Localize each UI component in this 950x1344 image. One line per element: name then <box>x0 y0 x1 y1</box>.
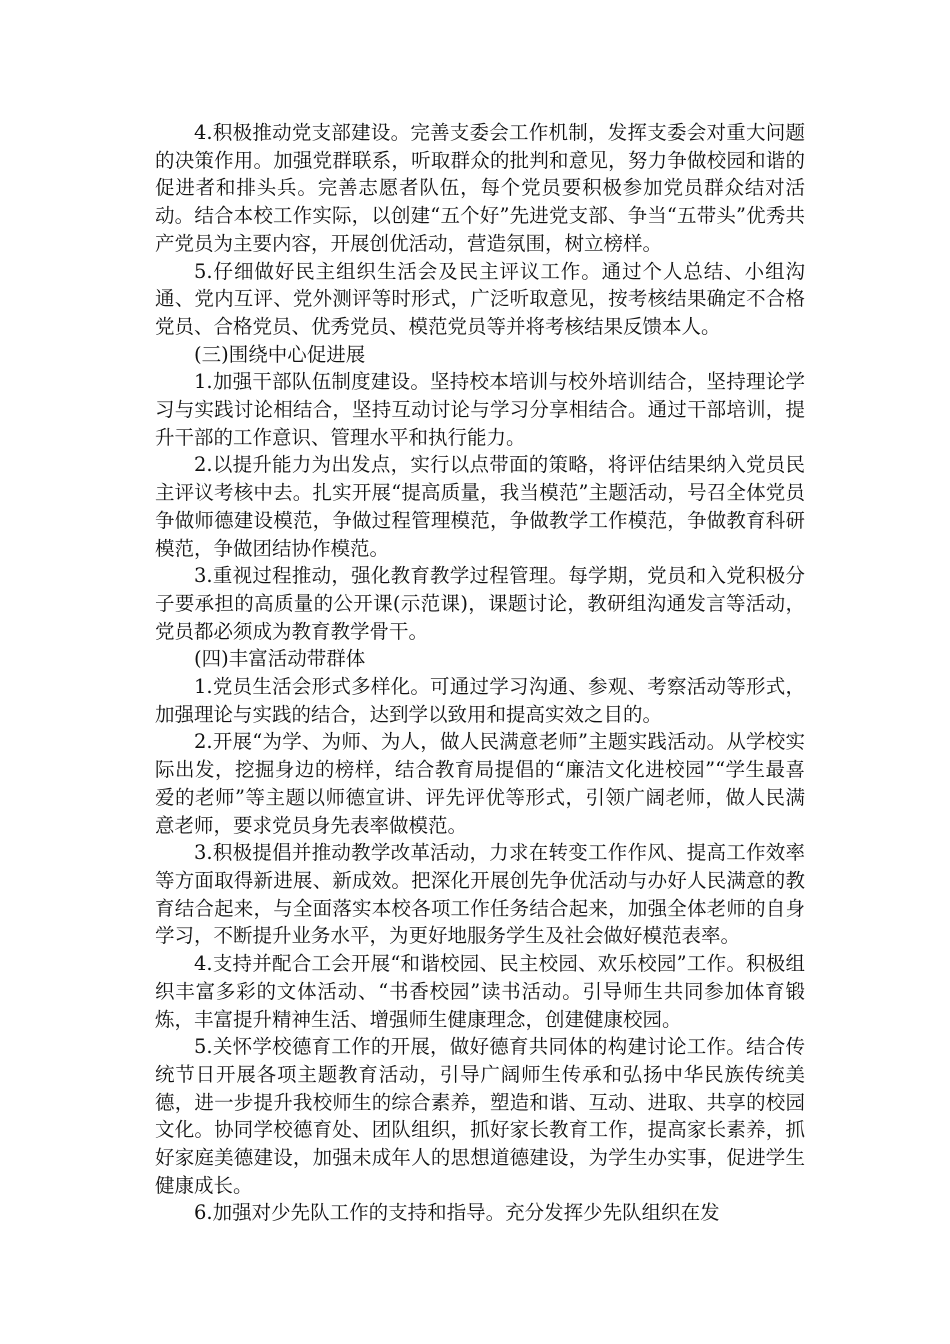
paragraph-process: 3.重视过程推动，强化教育教学过程管理。每学期，党员和入党积极分子要承担的高质量的公开课(示范课)，课题讨论，教研组沟通发言等活动，党员都必须成为教育教学骨干。 <box>155 564 805 643</box>
section-heading-4: (四)丰富活动带群体 <box>194 647 366 671</box>
paragraph-moral-education: 5.关怀学校德育工作的开展，做好德育共同体的构建讨论工作。结合传统节日开展各项主题教育活动，引导广阔师生传承和弘扬中华民族传统美德，进一步提升我校师生的综合素养，塑造和谐、互动、进取、共享的校园文化。协同学校德育处、团队组织，抓好家长教育工作，提高家长素养，抓好家庭美德建设，加强未成年人的思想道德建设，为学生办实事，促进学生健康成长。 <box>155 1035 805 1197</box>
paragraph-cadre-building: 1.加强干部队伍制度建设。坚持校本培训与校外培训结合，坚持理论学习与实践讨论相结合，坚持互动讨论与学习分享相结合。通过干部培训，提升干部的工作意识、管理水平和执行能力。 <box>155 370 805 449</box>
paragraph-life-meeting: 1.党员生活会形式多样化。可通过学习沟通、参观、考察活动等形式，加强理论与实践的结合，达到学以致用和提高实效之目的。 <box>155 675 805 726</box>
paragraph-party-branch: 4.积极推动党支部建设。完善支委会工作机制，发挥支委会对重大问题的决策作用。加强党群联系，听取群众的批判和意见，努力争做校园和谐的促进者和排头兵。完善志愿者队伍，每个党员要积极参加党员群众结对活动。结合本校工作实际，以创建“五个好”先进党支部、争当“五带头”优秀共产党员为主要内容，开展创优活动，营造氛围，树立榜样。 <box>155 121 805 255</box>
document-body <box>155 119 805 1227</box>
paragraph-teacher-campaign: 2.开展“为学、为师、为人，做人民满意老师”主题实践活动。从学校实际出发，挖掘身边的榜样，结合教育局提倡的“廉洁文化进校园”“学生最喜爱的老师”等主题以师德宣讲、评先评优等形式，引领广阔老师，做人民满意老师，要求党员身先表率做模范。 <box>155 730 805 837</box>
paragraph-democratic-review: 5.仔细做好民主组织生活会及民主评议工作。通过个人总结、小组沟通、党内互评、党外测评等时形式，广泛听取意见，按考核结果确定不合格党员、合格党员、优秀党员、模范党员等并将考核结果反馈本人。 <box>155 259 805 338</box>
paragraph-union: 4.支持并配合工会开展“和谐校园、民主校园、欢乐校园”工作。积极组织丰富多彩的文体活动、“书香校园”读书活动。引导师生共同参加体育锻炼，丰富提升精神生活、增强师生健康理念，创建健康校园。 <box>155 952 805 1031</box>
section-heading-3: (三)围绕中心促进展 <box>194 342 366 366</box>
paragraph-young-pioneers: 6.加强对少先队工作的支持和指导。充分发挥少先队组织在发 <box>194 1201 720 1225</box>
paragraph-capability: 2.以提升能力为出发点，实行以点带面的策略，将评估结果纳入党员民主评议考核中去。扎实开展“提高质量，我当模范”主题活动，号召全体党员争做师德建设模范，争做过程管理模范，争做教学工作模范，争做教育科研模范，争做团结协作模范。 <box>155 453 805 560</box>
paragraph-teaching-reform: 3.积极提倡并推动教学改革活动，力求在转变工作作风、提高工作效率等方面取得新进展、新成效。把深化开展创先争优活动与办好人民满意的教育结合起来，与全面落实本校各项工作任务结合起来，加强全体老师的自身学习，不断提升业务水平，为更好地服务学生及社会做好模范表率。 <box>155 841 805 948</box>
